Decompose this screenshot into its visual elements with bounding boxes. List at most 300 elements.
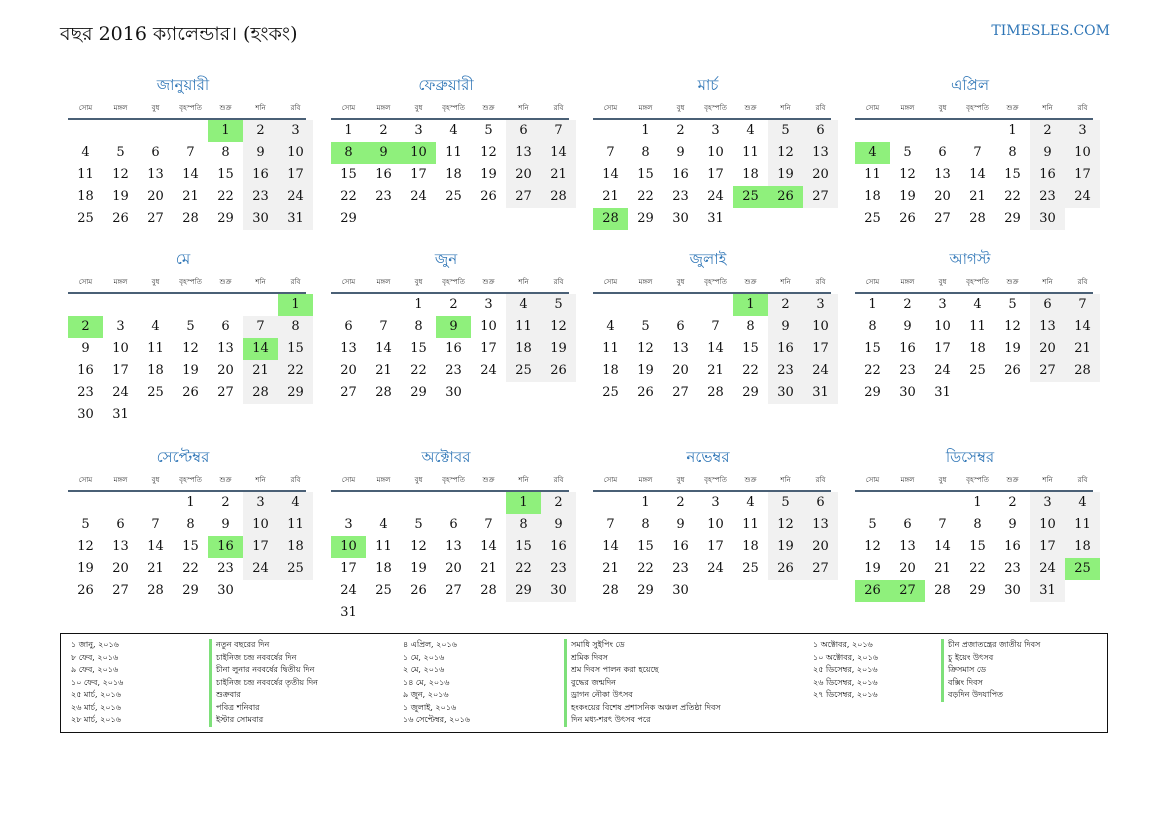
day-grid xyxy=(68,492,306,602)
day-cell: 18 xyxy=(969,341,986,356)
weekday-label: মঙ্গল xyxy=(638,104,653,112)
holiday-day-cell: 4 xyxy=(855,142,890,164)
day-cell: 13 xyxy=(899,539,916,554)
day-cell: 20 xyxy=(112,561,129,576)
day-cell: 11 xyxy=(602,341,619,356)
day-cell: 22 xyxy=(506,558,541,580)
day-cell: 1 xyxy=(868,297,877,312)
day-cell: 21 xyxy=(243,360,278,382)
day-cell: 5 xyxy=(414,517,423,532)
day-cell: 19 xyxy=(637,363,654,378)
day-cell: 12 xyxy=(410,539,427,554)
day-cell: 2 xyxy=(243,120,278,142)
day-cell: 16 xyxy=(672,539,689,554)
day-cell: 4 xyxy=(449,123,458,138)
empty-cell xyxy=(855,120,890,142)
weekday-label: বৃহস্পতি xyxy=(442,278,465,286)
day-cell: 20 xyxy=(147,189,164,204)
weekday-header xyxy=(855,272,1093,294)
day-cell: 5 xyxy=(1008,297,1017,312)
holiday-date: ১ অক্টোবর, ২০১৬ xyxy=(813,640,873,649)
holiday-day-cell: 25 xyxy=(733,186,768,208)
weekday-label: সোম xyxy=(341,278,356,286)
day-cell: 23 xyxy=(1030,186,1065,208)
day-cell: 3 xyxy=(243,492,278,514)
day-cell: 4 xyxy=(606,319,615,334)
weekday-label: বুধ xyxy=(151,104,160,112)
empty-cell xyxy=(960,120,995,142)
day-cell: 26 xyxy=(410,583,427,598)
weekday-header xyxy=(331,98,569,120)
day-cell: 9 xyxy=(676,517,685,532)
weekday-label: শুক্র xyxy=(744,476,757,484)
day-cell: 12 xyxy=(899,167,916,182)
weekday-label: শুক্র xyxy=(482,278,495,286)
day-cell: 28 xyxy=(147,583,164,598)
holiday-date: ১ মে, ২০১৬ xyxy=(403,652,445,662)
holiday-name: বুদ্ধের জন্মদিন xyxy=(564,677,721,690)
day-cell: 14 xyxy=(602,539,619,554)
day-cell: 16 xyxy=(77,363,94,378)
weekday-label: মঙ্গল xyxy=(113,278,128,286)
day-cell: 11 xyxy=(147,341,164,356)
holiday-day-cell: 28 xyxy=(593,208,628,230)
day-grid xyxy=(331,120,569,230)
day-cell: 2 xyxy=(676,123,685,138)
day-cell: 18 xyxy=(506,338,541,360)
day-cell: 30 xyxy=(541,580,576,602)
day-cell: 31 xyxy=(803,382,838,404)
day-cell: 30 xyxy=(672,211,689,226)
day-grid xyxy=(68,120,306,230)
weekday-label: বুধ xyxy=(151,476,160,484)
empty-cell xyxy=(436,492,471,514)
day-cell: 6 xyxy=(449,517,458,532)
holiday-name: চীন প্রজাতন্ত্রের জাতীয় দিবস xyxy=(941,639,1040,652)
empty-cell xyxy=(208,294,243,316)
day-cell: 24 xyxy=(1065,186,1100,208)
weekday-label: শনি xyxy=(255,476,266,484)
day-cell: 21 xyxy=(480,561,497,576)
day-cell: 25 xyxy=(602,385,619,400)
day-cell: 17 xyxy=(707,167,724,182)
weekday-label: বৃহস্পতি xyxy=(179,476,202,484)
day-cell: 6 xyxy=(221,319,230,334)
holiday-day-cell: 25 xyxy=(1065,558,1100,580)
weekday-label: মঙ্গল xyxy=(376,278,391,286)
weekday-label: বৃহস্পতি xyxy=(179,278,202,286)
day-cell: 20 xyxy=(445,561,462,576)
day-grid xyxy=(855,492,1093,602)
month-block xyxy=(323,246,569,404)
day-cell: 22 xyxy=(864,363,881,378)
day-cell: 19 xyxy=(541,338,576,360)
holiday-date: ২৭ ডিসেম্বর, ২০১৬ xyxy=(813,690,878,699)
day-cell: 10 xyxy=(1065,142,1100,164)
month-block xyxy=(847,246,1093,404)
holiday-date: ৯ জুন, ২০১৬ xyxy=(403,690,449,699)
day-cell: 2 xyxy=(449,297,458,312)
day-cell: 26 xyxy=(1004,363,1021,378)
day-cell: 13 xyxy=(1030,316,1065,338)
day-cell: 2 xyxy=(676,495,685,510)
day-cell: 11 xyxy=(77,167,94,182)
weekday-label: শনি xyxy=(518,476,529,484)
day-cell: 10 xyxy=(934,319,951,334)
day-cell: 20 xyxy=(340,363,357,378)
holiday-name: শ্রম দিবস পালন করা হয়েছে xyxy=(564,664,721,677)
day-cell: 23 xyxy=(445,363,462,378)
weekday-label: রবি xyxy=(1077,476,1088,484)
weekday-label: শুক্র xyxy=(744,104,757,112)
day-cell: 15 xyxy=(340,167,357,182)
empty-cell xyxy=(925,120,960,142)
holiday-name: ড্রাগন নৌকা উৎসব xyxy=(564,689,721,702)
day-cell: 3 xyxy=(711,495,720,510)
day-cell: 1 xyxy=(973,495,982,510)
day-cell: 21 xyxy=(707,363,724,378)
day-cell: 19 xyxy=(112,189,129,204)
day-cell: 25 xyxy=(77,211,94,226)
day-cell: 10 xyxy=(480,319,497,334)
empty-cell xyxy=(401,492,436,514)
day-cell: 22 xyxy=(217,189,234,204)
day-cell: 30 xyxy=(445,385,462,400)
day-cell: 6 xyxy=(938,145,947,160)
day-cell: 8 xyxy=(278,316,313,338)
day-cell: 17 xyxy=(1030,536,1065,558)
day-cell: 12 xyxy=(541,316,576,338)
month-block xyxy=(60,444,306,602)
weekday-label: মঙ্গল xyxy=(900,278,915,286)
day-cell: 26 xyxy=(637,385,654,400)
day-cell: 31 xyxy=(707,211,724,226)
weekday-header xyxy=(593,470,831,492)
day-cell: 18 xyxy=(864,189,881,204)
day-cell: 1 xyxy=(344,123,353,138)
day-cell: 8 xyxy=(868,319,877,334)
day-cell: 6 xyxy=(506,120,541,142)
holiday-date: ২৫ মার্চ, ২০১৬ xyxy=(71,690,121,699)
month-title: জুন xyxy=(434,250,458,268)
day-cell: 2 xyxy=(221,495,230,510)
weekday-label: রবি xyxy=(290,476,301,484)
day-cell: 28 xyxy=(969,211,986,226)
day-cell: 26 xyxy=(77,583,94,598)
empty-cell xyxy=(855,492,890,514)
weekday-header xyxy=(593,98,831,120)
day-cell: 14 xyxy=(707,341,724,356)
day-cell: 11 xyxy=(864,167,881,182)
weekday-label: রবি xyxy=(1077,278,1088,286)
day-cell: 7 xyxy=(711,319,720,334)
day-cell: 15 xyxy=(410,341,427,356)
day-cell: 3 xyxy=(803,294,838,316)
day-cell: 6 xyxy=(151,145,160,160)
day-cell: 6 xyxy=(344,319,353,334)
day-cell: 12 xyxy=(480,145,497,160)
day-cell: 27 xyxy=(506,186,541,208)
weekday-label: সোম xyxy=(603,476,618,484)
day-cell: 27 xyxy=(445,583,462,598)
weekday-label: রবি xyxy=(815,278,826,286)
day-cell: 8 xyxy=(641,517,650,532)
day-cell: 11 xyxy=(742,517,759,532)
holiday-name: ক্রিসমাস ডে xyxy=(941,664,1040,677)
day-cell: 9 xyxy=(243,142,278,164)
day-cell: 2 xyxy=(768,294,803,316)
day-cell: 14 xyxy=(182,167,199,182)
day-cell: 18 xyxy=(742,539,759,554)
weekday-header xyxy=(331,470,569,492)
weekday-label: শনি xyxy=(1042,476,1053,484)
day-cell: 12 xyxy=(768,142,803,164)
day-cell: 13 xyxy=(803,514,838,536)
day-cell: 13 xyxy=(506,142,541,164)
weekday-label: শুক্র xyxy=(1006,476,1019,484)
empty-cell xyxy=(925,492,960,514)
day-cell: 4 xyxy=(81,145,90,160)
day-cell: 18 xyxy=(278,536,313,558)
day-cell: 20 xyxy=(803,164,838,186)
month-block xyxy=(585,72,831,230)
day-cell: 24 xyxy=(803,360,838,382)
holiday-day-cell: 26 xyxy=(768,186,803,208)
day-cell: 25 xyxy=(864,211,881,226)
day-cell: 1 xyxy=(1008,123,1017,138)
day-cell: 31 xyxy=(340,605,357,620)
day-cell: 17 xyxy=(278,164,313,186)
day-cell: 8 xyxy=(186,517,195,532)
day-grid xyxy=(593,294,831,404)
day-cell: 11 xyxy=(969,319,986,334)
month-title: এপ্রিল xyxy=(950,76,990,94)
day-cell: 10 xyxy=(243,514,278,536)
day-cell: 7 xyxy=(1065,294,1100,316)
day-cell: 9 xyxy=(81,341,90,356)
day-cell: 4 xyxy=(746,123,755,138)
day-cell: 25 xyxy=(147,385,164,400)
day-cell: 29 xyxy=(217,211,234,226)
empty-cell xyxy=(68,294,103,316)
day-cell: 9 xyxy=(1030,142,1065,164)
day-cell: 13 xyxy=(340,341,357,356)
holiday-date: ১৪ মে, ২০১৬ xyxy=(403,677,450,687)
day-cell: 13 xyxy=(934,167,951,182)
holiday-day-cell: 10 xyxy=(401,142,436,164)
weekday-label: শুক্র xyxy=(219,278,232,286)
day-cell: 3 xyxy=(938,297,947,312)
day-cell: 20 xyxy=(934,189,951,204)
day-cell: 26 xyxy=(768,558,803,580)
weekday-label: রবি xyxy=(815,104,826,112)
weekday-label: শুক্র xyxy=(482,104,495,112)
day-cell: 12 xyxy=(864,539,881,554)
empty-cell xyxy=(138,294,173,316)
empty-cell xyxy=(366,294,401,316)
holiday-day-cell: 1 xyxy=(733,294,768,316)
day-cell: 29 xyxy=(340,211,357,226)
day-cell: 19 xyxy=(899,189,916,204)
weekday-label: মঙ্গল xyxy=(376,476,391,484)
day-grid xyxy=(855,120,1093,230)
day-cell: 26 xyxy=(112,211,129,226)
weekday-label: বুধ xyxy=(151,278,160,286)
day-cell: 10 xyxy=(278,142,313,164)
day-cell: 20 xyxy=(803,536,838,558)
day-cell: 4 xyxy=(746,495,755,510)
day-cell: 15 xyxy=(1004,167,1021,182)
day-cell: 3 xyxy=(484,297,493,312)
empty-cell xyxy=(593,492,628,514)
day-cell: 9 xyxy=(221,517,230,532)
day-cell: 23 xyxy=(217,561,234,576)
day-cell: 25 xyxy=(445,189,462,204)
day-cell: 19 xyxy=(768,536,803,558)
weekday-label: সোম xyxy=(78,104,93,112)
empty-cell xyxy=(663,294,698,316)
holiday-date-column xyxy=(813,639,878,702)
day-grid xyxy=(331,294,569,404)
day-cell: 5 xyxy=(116,145,125,160)
day-cell: 7 xyxy=(973,145,982,160)
empty-cell xyxy=(173,294,208,316)
day-cell: 11 xyxy=(278,514,313,536)
day-cell: 11 xyxy=(1065,514,1100,536)
empty-cell xyxy=(138,492,173,514)
day-cell: 5 xyxy=(903,145,912,160)
weekday-label: বৃহস্পতি xyxy=(704,476,727,484)
weekday-label: রবি xyxy=(815,476,826,484)
day-cell: 18 xyxy=(147,363,164,378)
day-cell: 16 xyxy=(541,536,576,558)
day-grid xyxy=(68,294,306,426)
month-title: জানুয়ারী xyxy=(156,76,210,94)
holiday-name: শুক্রবার xyxy=(209,689,318,702)
day-cell: 22 xyxy=(969,561,986,576)
day-cell: 18 xyxy=(77,189,94,204)
day-cell: 24 xyxy=(707,189,724,204)
day-cell: 29 xyxy=(742,385,759,400)
day-cell: 16 xyxy=(768,338,803,360)
day-cell: 16 xyxy=(375,167,392,182)
day-cell: 1 xyxy=(414,297,423,312)
weekday-label: মঙ্গল xyxy=(638,278,653,286)
day-cell: 16 xyxy=(1030,164,1065,186)
holiday-date: ২৬ মার্চ, ২০১৬ xyxy=(71,702,121,712)
day-cell: 23 xyxy=(77,385,94,400)
brand-link[interactable]: TIMESLES.COM xyxy=(991,23,1110,39)
day-cell: 20 xyxy=(899,561,916,576)
month-block xyxy=(585,246,831,404)
day-cell: 6 xyxy=(676,319,685,334)
day-cell: 13 xyxy=(147,167,164,182)
holiday-date: ১ জুলাই, ২০১৬ xyxy=(403,702,457,712)
empty-cell xyxy=(331,294,366,316)
day-cell: 31 xyxy=(112,407,129,422)
day-cell: 14 xyxy=(969,167,986,182)
day-cell: 24 xyxy=(340,583,357,598)
weekday-label: বুধ xyxy=(938,278,947,286)
day-cell: 14 xyxy=(375,341,392,356)
holiday-date: ২৬ ডিসেম্বর, ২০১৬ xyxy=(813,677,878,687)
day-cell: 25 xyxy=(742,561,759,576)
day-cell: 25 xyxy=(969,363,986,378)
day-cell: 28 xyxy=(707,385,724,400)
day-cell: 26 xyxy=(480,189,497,204)
day-cell: 8 xyxy=(973,517,982,532)
day-cell: 22 xyxy=(637,189,654,204)
day-cell: 5 xyxy=(541,294,576,316)
month-block xyxy=(585,444,831,602)
empty-cell xyxy=(890,492,925,514)
weekday-label: বৃহস্পতি xyxy=(966,104,989,112)
day-cell: 3 xyxy=(1030,492,1065,514)
month-block xyxy=(323,444,569,624)
day-cell: 18 xyxy=(445,167,462,182)
day-cell: 10 xyxy=(707,145,724,160)
day-cell: 16 xyxy=(243,164,278,186)
holiday-date: ১৬ সেপ্টেম্বর, ২০১৬ xyxy=(403,715,470,724)
day-cell: 23 xyxy=(541,558,576,580)
day-cell: 16 xyxy=(445,341,462,356)
day-cell: 22 xyxy=(182,561,199,576)
day-grid xyxy=(331,492,569,624)
weekday-header xyxy=(593,272,831,294)
day-cell: 10 xyxy=(803,316,838,338)
month-title: জুলাই xyxy=(689,250,727,268)
day-cell: 3 xyxy=(1065,120,1100,142)
empty-cell xyxy=(471,492,506,514)
day-cell: 1 xyxy=(641,495,650,510)
weekday-label: শুক্র xyxy=(744,278,757,286)
weekday-label: বৃহস্পতি xyxy=(442,104,465,112)
day-cell: 8 xyxy=(506,514,541,536)
day-cell: 19 xyxy=(410,561,427,576)
day-cell: 17 xyxy=(803,338,838,360)
day-cell: 21 xyxy=(1065,338,1100,360)
day-cell: 17 xyxy=(707,539,724,554)
month-title: আগস্ট xyxy=(949,250,991,268)
day-cell: 20 xyxy=(672,363,689,378)
holiday-name: চাইনিজ চন্দ্র নববর্ষের দিন xyxy=(209,652,318,665)
weekday-label: মঙ্গল xyxy=(113,104,128,112)
weekday-label: মঙ্গল xyxy=(638,476,653,484)
weekday-label: শুক্র xyxy=(219,476,232,484)
day-cell: 14 xyxy=(541,142,576,164)
day-cell: 21 xyxy=(541,164,576,186)
day-cell: 22 xyxy=(340,189,357,204)
holiday-list xyxy=(60,633,1108,733)
holiday-date: ৪ এপ্রিল, ২০১৬ xyxy=(403,640,457,649)
holiday-name: নতুন বছরের দিন xyxy=(209,639,318,652)
weekday-label: সোম xyxy=(865,104,880,112)
holiday-date: ৯ ফেব, ২০১৬ xyxy=(71,665,119,674)
day-cell: 30 xyxy=(1030,208,1065,230)
empty-cell xyxy=(593,294,628,316)
holiday-date-column xyxy=(403,639,470,727)
day-cell: 21 xyxy=(602,561,619,576)
month-title: সেপ্টেম্বর xyxy=(156,448,210,466)
day-cell: 13 xyxy=(445,539,462,554)
day-cell: 22 xyxy=(742,363,759,378)
day-cell: 15 xyxy=(742,341,759,356)
day-cell: 5 xyxy=(484,123,493,138)
day-cell: 7 xyxy=(606,517,615,532)
day-cell: 23 xyxy=(375,189,392,204)
weekday-label: বৃহস্পতি xyxy=(442,476,465,484)
weekday-label: মঙ্গল xyxy=(900,476,915,484)
